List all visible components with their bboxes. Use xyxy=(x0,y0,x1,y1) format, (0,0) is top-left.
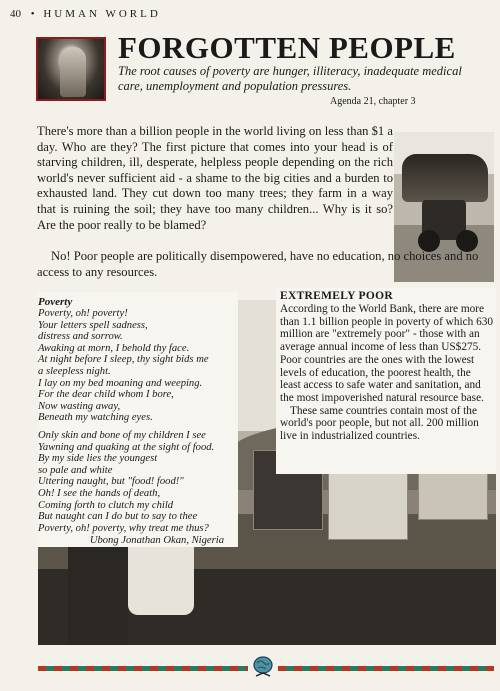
poem-credit: Ubong Jonathan Okan, Nigeria xyxy=(89,535,224,547)
poem-line: Only skin and bone of my children I see xyxy=(38,429,206,441)
sidebar-heading: EXTREMELY POOR xyxy=(280,290,393,302)
poem-line: distress and sorrow. xyxy=(38,331,123,343)
poem-line: Your letters spell sadness, xyxy=(38,319,148,331)
poem-stanza-1 xyxy=(38,308,236,424)
poem-line: Uttering naught, but "food! food!" xyxy=(38,476,184,488)
poem-line: For the dear child whom I bore, xyxy=(38,389,174,401)
poem-stanza-2 xyxy=(38,430,236,534)
poem-box xyxy=(38,292,238,547)
sidebar-paragraph-1: According to the World Bank, there are more than 1.1 billion people in poverty of which 630 million are "extremely poor" - those with an average annual income of less than US$275. Poor countries are the ones with the lowest levels of education, the poorest health, the least access to safe water and sanitation, and the most impoverished natural resource base. xyxy=(280,303,494,404)
body-paragraph-2: No! Poor people are politically disempowered, have no education, no choices and no access to any resources. xyxy=(37,249,479,279)
poem-line: Oh! I see the hands of death, xyxy=(38,487,161,499)
poem-title: Poverty xyxy=(38,296,73,308)
photo-figure xyxy=(60,47,86,97)
poem-line: Coming forth to clutch my child xyxy=(38,499,174,511)
poem-line: Poverty, oh! poverty, why treat me thus? xyxy=(38,522,209,534)
tractor-load xyxy=(402,154,488,202)
poem-line: Beneath my watching eyes. xyxy=(38,412,153,424)
body-text xyxy=(37,124,393,233)
poem-line: Poverty, oh! poverty! xyxy=(38,308,128,319)
poem-line: But naught can I do but to say to thee xyxy=(38,511,198,523)
poem-line: Now wasting away, xyxy=(38,400,121,412)
poem-line: By my side lies the youngest xyxy=(38,453,158,465)
poem-line: At night before I sleep, thy sight bids me xyxy=(38,354,209,366)
bullet: • xyxy=(30,8,38,20)
page-number: 40 xyxy=(10,8,21,20)
page-title: FORGOTTEN PEOPLE xyxy=(118,30,456,65)
subtitle-quote: The root causes of poverty are hunger, illiteracy, inadequate medical care, unemployment and population pressures. xyxy=(118,64,462,93)
footer-rule-left xyxy=(38,666,248,671)
poem-line: I lay on my bed moaning and weeping. xyxy=(38,377,203,389)
section-name: HUMAN WORLD xyxy=(43,8,161,20)
poem-line: Yawning and quaking at the sight of food. xyxy=(38,441,215,453)
extremely-poor-box xyxy=(276,288,496,474)
poem-line: a sleepless night. xyxy=(38,365,111,377)
body-paragraph-1: There's more than a billion people in the world living on less than $1 a day. Who are they? The first picture that comes into your head is of starving children, ill, desperate, helpless people depending on the rich world's never sufficient aid - a shame to the big cities and a burden to exhausted land. They cut down too many trees; they farm in a way that is ruining the soil; they have too many children... Why is it so? Are the poor really to be blamed? xyxy=(37,124,393,232)
running-head xyxy=(10,8,161,20)
sidebar-paragraph-2: These same countries contain most of the world's poor people, but not all. 200 million live in industrialized countries. xyxy=(280,404,479,443)
footer-rule-right xyxy=(278,666,494,671)
globe-icon xyxy=(252,655,274,679)
poem-line: Awaking at morn, I behold thy face. xyxy=(38,342,190,354)
poem-line: so pale and white xyxy=(38,464,113,476)
portrait-photo xyxy=(36,37,106,101)
quote-source: Agenda 21, chapter 3 xyxy=(330,96,416,107)
